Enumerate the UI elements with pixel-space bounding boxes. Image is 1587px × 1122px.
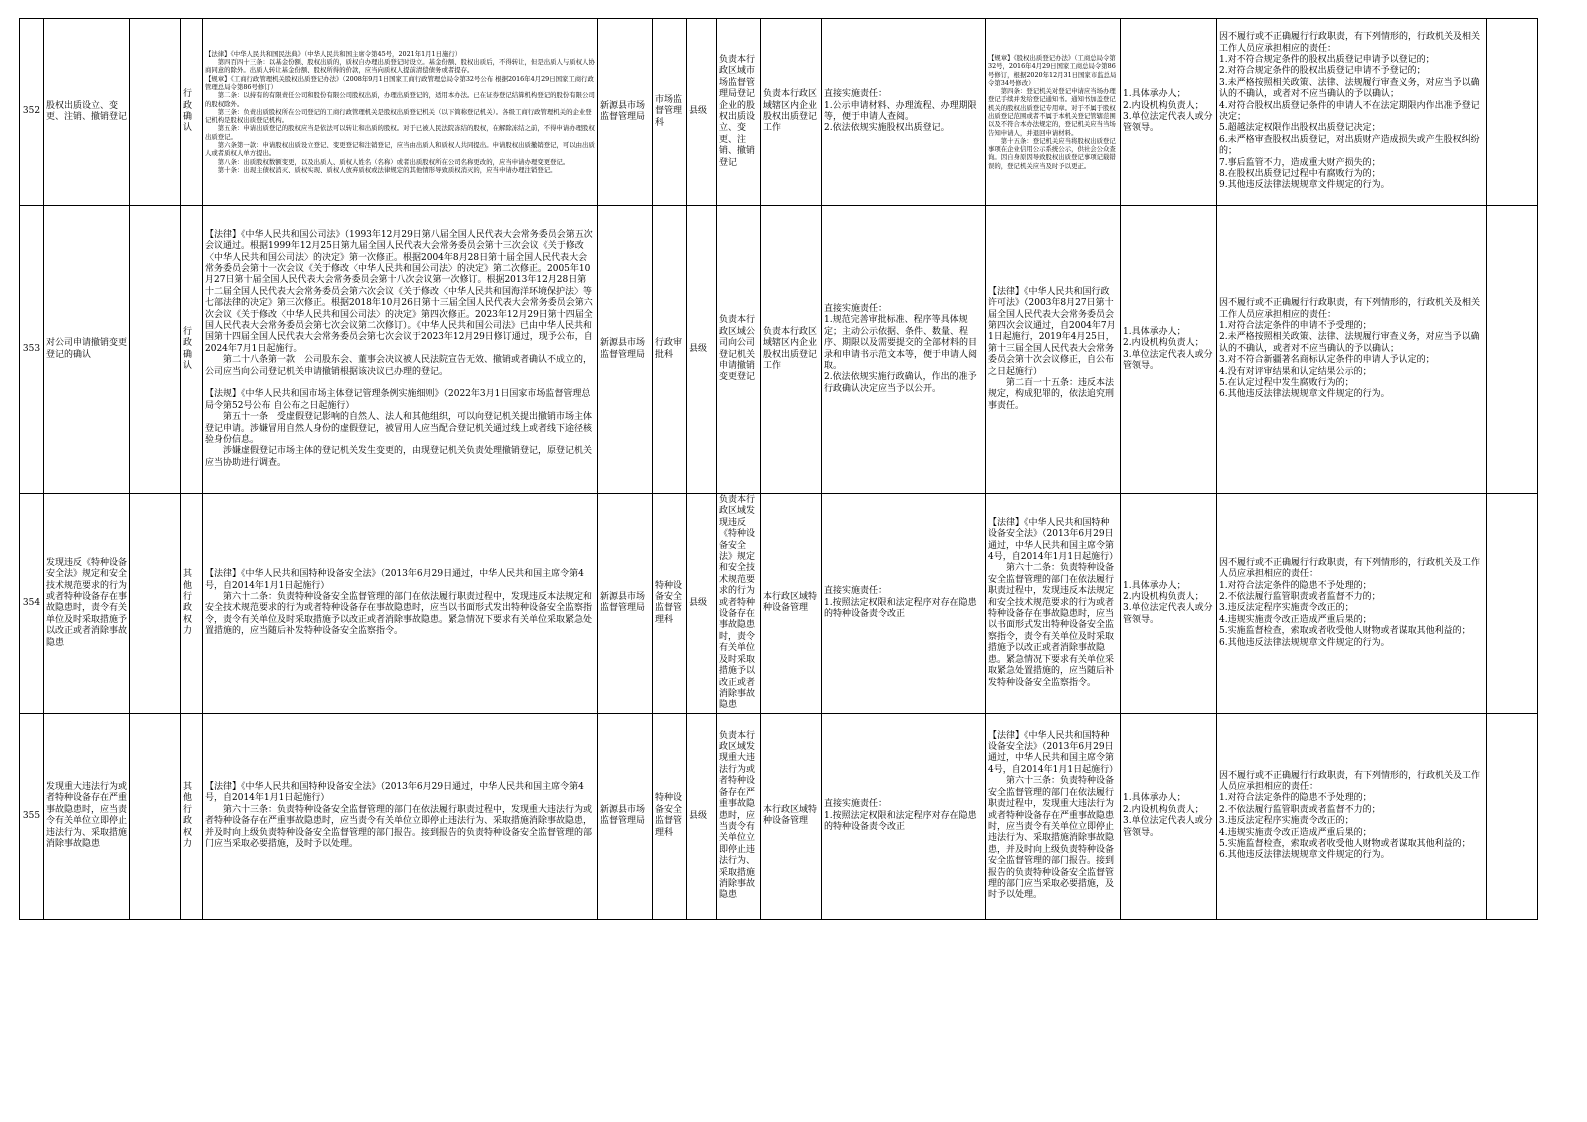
accountability-cell-line: 7.事后监管不力，造成重大财产损失的；: [1219, 157, 1381, 168]
accountability-cell-line: 5.在认定过程中发生腐败行为的；: [1219, 378, 1354, 389]
accountability-cell: [1217, 713, 1487, 919]
legal-basis-cell-line: 第六条第一款：申请股权出质设立登记、变更登记和注销登记，应当由出质人和质权人共同提出。申请股权出质撤销登记，可以由出质人或者质权人单方提出。: [205, 141, 595, 158]
legal-basis-cell-line: 【法规】《中华人民共和国市场主体登记管理条例实施细则》（2022年3月1日国家市场监督管理总局令第52号公布 自公布之日起施行）: [205, 389, 591, 411]
remark-cell: [1487, 206, 1538, 494]
item-name-cell: 对公司申请撤销变更登记的确认: [44, 206, 130, 494]
legal-basis-cell-line: [205, 378, 595, 389]
subject-cell: [1121, 494, 1217, 714]
accountability-cell-line: 1.对符合法定条件的申请不予受理的；: [1219, 320, 1372, 331]
scope-cell: 负责本行政区域发现违反《特种设备安全法》规定和安全技术规范要求的行为或者特种设备存在事故隐患时，责令有关单位及时采取措施予以改正或者消除事故隐患: [717, 494, 761, 714]
office-cell: 特种设备安全监督管理科: [653, 494, 687, 714]
legal-basis-cell-line: 第六十二条：负责特种设备安全监督管理的部门在依法履行职责过程中，发现违反本法规定和安全技术规范要求的行为或者特种设备存在事故隐患时，应当以书面形式发出特种设备安全监察指令，责令有关单位及时采取措施予以改正或者消除事故隐患。紧急情况下要求有关单位采取紧急处置措施的，应当随后补发特种设备安全监察指令。: [205, 591, 593, 637]
department-cell: 新源县市场监督管理局: [598, 494, 653, 714]
item-name-cell: 股权出质设立、变更、注销、撤销登记: [44, 19, 130, 206]
subject-cell-line: 2.内设机构负责人；: [1123, 804, 1204, 815]
legal-basis-cell-line: 第三条：负责出质股权所在公司登记的工商行政管理机关是股权出质登记机关（以下简称登记机关）。各级工商行政管理机关的企业登记机构是股权出质登记机构。: [205, 107, 592, 125]
power-type-cell: 行政确认: [181, 19, 203, 206]
office-cell: 市场监督管理科: [653, 19, 687, 206]
power-type-cell: 行政确认: [181, 206, 203, 494]
responsibility-cell-line: 1.按照法定权限和法定程序对存在隐患的特种设备责令改正: [824, 810, 977, 832]
accountability-cell-line: 2.不依法履行监管职责或者监督不力的；: [1219, 804, 1381, 815]
object-cell: 负责本行政区域辖区内企业股权出质登记工作: [761, 206, 822, 494]
accountability-cell-line: 3.违反法定程序实施责令改正的；: [1219, 816, 1354, 827]
table-row: [20, 206, 1538, 494]
legal-basis-cell: [203, 19, 598, 206]
legal-basis-cell-line: 第六十三条：负责特种设备安全监督管理的部门在依法履行职责过程中，发现重大违法行为或者特种设备存在严重事故隐患时，应当责令有关单位立即停止违法行为、采取措施消除事故隐患，并及时向上级负责特种设备安全监督管理的部门报告。接到报告的负责特种设备安全监督管理的部门应当采取必要措施，及时予以处理。: [205, 804, 593, 850]
legal-basis-cell-line: 第五条：申请出质登记的股权应当是依法可以转让和出质的股权。对于已被人民法院冻结的股权，在解除冻结之前，不得申请办理股权出质登记。: [205, 124, 595, 141]
seq-cell: 352: [20, 19, 44, 206]
responsibility-cell-line: 直接实施责任：: [824, 586, 888, 597]
accountability-cell-line: 因不履行或不正确履行行政职责，有下列情形的，行政机关及相关工作人员应承担相应的责任：: [1219, 32, 1481, 54]
accountability-cell-line: 9.其他违反法律法规规章文件规定的行为。: [1219, 180, 1390, 191]
table-row: [20, 494, 1538, 714]
subject-cell-line: 2.内设机构负责人；: [1123, 591, 1204, 602]
responsibility-cell-line: 1.按照法定权限和法定程序对存在隐患的特种设备责令改正: [824, 597, 977, 620]
accountability-cell: [1217, 19, 1487, 206]
seq-cell: 353: [20, 206, 44, 494]
table-row: [20, 19, 1538, 206]
accountability-cell-line: 5.实施监督检查，索取或者收受他人财物或者谋取其他利益的；: [1219, 839, 1471, 850]
duty-basis-cell: [986, 19, 1121, 206]
subject-cell-line: 3.单位法定代表人或分管领导。: [1123, 603, 1213, 625]
legal-basis-cell: [203, 206, 598, 494]
duty-basis-cell-line: 第六十二条：负责特种设备安全监督管理的部门在依法履行职责过程中，发现违反本法规定和安全技术规范要求的行为或者特种设备存在事故隐患时，应当以书面形式发出特种设备安全监察指令，责令有关单位及时采取措施予以改正或者消除事故隐患。紧急情况下要求有关单位采取紧急处置措施的，应当随后补发特种设备安全监察指令。: [988, 563, 1115, 688]
accountability-cell-line: 4.对符合股权出质登记条件的申请人不在法定期限内作出准予登记决定；: [1219, 100, 1480, 122]
table-row: [20, 713, 1538, 919]
power-type-cell: 其他行政权力: [181, 494, 203, 714]
item-name-cell: 发现违反《特种设备安全法》规定和安全技术规范要求的行为或者特种设备存在事故隐患时，责令有关单位及时采取措施予以改正或者消除事故隐患: [44, 494, 130, 714]
accountability-cell-line: 3.违反法定程序实施责令改正的；: [1219, 603, 1354, 614]
power-list-table: [19, 18, 1538, 920]
duty-basis-cell-line: 【法律】《中华人民共和国特种设备安全法》（2013年6月29日通过，中华人民共和国主席令第4号，自2014年1月1日起施行）: [988, 517, 1119, 563]
responsibility-cell-line: 1.公示申请材料、办理流程、办理期限等，便于申请人查阅。: [824, 100, 977, 122]
department-cell: 新源县市场监督管理局: [598, 713, 653, 919]
sub-item-cell: [130, 494, 181, 714]
responsibility-cell-line: 直接实施责任：: [824, 89, 888, 100]
legal-basis-cell-line: 【法律】《中华人民共和国公司法》（1993年12月29日第八届全国人民代表大会常务委员会第五次会议通过。根据1999年12月25日第九届全国人民代表大会常务委员会第十三次会议《关于修改〈中华人民共和国公司法〉的决定》第一次修正。根据2004年8月28日第十届全国人民代表大会常务委员会第十一次会议《关于修改〈中华人民共和国公司法〉的决定》第二次修正。2005年10月27日第十届全国人民代表大会常务委员会第十八次会议第一次修订。根据2013年12月28日第十二届全国人民代表大会常务委员会第六次会议《关于修改〈中华人民共和国海洋环境保护法〉等七部法律的决定》第三次修正。根据2018年10月26日第十三届全国人民代表大会常务委员会第六次会议《关于修改〈中华人民共和国公司法〉的决定》第四次修正。2023年12月29日第十四届全国人民代表大会常务委员会第七次会议第二次修订）。《中华人民共和国公司法》已由中华人民共和国第十四届全国人民代表大会常务委员会第七次会议于2023年12月29日修订通过，现予公布，自2024年7月1日起施行。: [205, 229, 593, 354]
accountability-cell-line: 因不履行或不正确履行行政职责，有下列情形的，行政机关及工作人员应承担相应的责任：: [1219, 557, 1481, 580]
subject-cell-line: 1.具体承办人；: [1123, 580, 1186, 591]
subject-cell: [1121, 19, 1217, 206]
accountability-cell-line: 6.其他违反法律法规规章文件规定的行为。: [1219, 850, 1390, 861]
subject-cell-line: 1.具体承办人；: [1123, 89, 1186, 100]
subject-cell: [1121, 713, 1217, 919]
accountability-cell-line: 6.其他违反法律法规规章文件规定的行为。: [1219, 389, 1390, 400]
accountability-cell-line: 3.对不符合新疆著名商标认定条件的申请人予认定的；: [1219, 355, 1435, 366]
accountability-cell-line: 1.对不符合规定条件的股权出质登记申请予以登记的；: [1219, 54, 1435, 65]
legal-basis-cell-line: 【规章】《工商行政管理机关股权出质登记办法》（2008年9月1日国家工商行政管理总局令第32号公布 根据2016年4月29日国家工商行政管理总局令第86号修订）: [205, 74, 594, 91]
accountability-cell-line: 3.未严格按照相关政策、法律、法规履行审查义务，对应当予以确认的不确认，或者对不应当确认的予以确认；: [1219, 77, 1480, 100]
seq-cell: 354: [20, 494, 44, 714]
responsibility-cell-line: 直接实施责任：: [824, 799, 888, 810]
accountability-cell-line: 5.实施监督检查，索取或者收受他人财物或者谋取其他利益的；: [1219, 626, 1471, 637]
subject-cell-line: 1.具体承办人；: [1123, 793, 1186, 804]
legal-basis-cell-line: 【法律】《中华人民共和国特种设备安全法》（2013年6月29日通过，中华人民共和国主席令第4号，自2014年1月1日起施行）: [205, 569, 584, 591]
subject-cell-line: 2.内设机构负责人；: [1123, 100, 1204, 111]
accountability-cell: [1217, 206, 1487, 494]
duty-basis-cell-line: 【法律】《中华人民共和国行政许可法》（2003年8月27日第十届全国人民代表大会常务委员会第四次会议通过，自2004年7月1日起施行，2019年4月25日，第十三届全国人民代表大会常务委员会第十次会议修正，自公布之日起施行）: [988, 286, 1116, 377]
duty-basis-cell-line: 第十五条：登记机关应当将股权出质登记事项在企业信用公示系统公示，供社会公众查询。因自身原因导致股权出质登记事项记载错误的，登记机关应当及时予以更正。: [988, 136, 1116, 170]
office-cell: 行政审批科: [653, 206, 687, 494]
accountability-cell-line: 4.违规实施责令改正造成严重后果的；: [1219, 827, 1372, 838]
responsibility-cell: [822, 494, 986, 714]
responsibility-cell: [822, 19, 986, 206]
subject-cell-line: 2.内设机构负责人；: [1123, 338, 1204, 349]
legal-basis-cell-line: 第八条：出质股权数额变更，以及出质人、质权人姓名（名称）或者出质股权所在公司名称更改的，应当申请办理变更登记。: [217, 157, 570, 166]
accountability-cell-line: 6.其他违反法律法规规章文件规定的行为。: [1219, 637, 1390, 648]
scope-cell: 负责本行政区域发现重大违法行为或者特种设备存在严重事故隐患时，应当责令有关单位立即停止违法行为、采取措施消除事故隐患: [717, 713, 761, 919]
duty-basis-cell-line: 【规章】《股权出质登记办法》（工商总局令第32号，2016年4月29日国家工商总局令第86号修订，根据2020年12月31日国家市监总局令第34号修改）: [988, 53, 1117, 87]
legal-basis-cell-line: 【法律】《中华人民共和国特种设备安全法》（2013年6月29日通过，中华人民共和国主席令第4号，自2014年1月1日起施行）: [205, 782, 584, 804]
accountability-cell-line: 1.对符合法定条件的隐患不予处理的；: [1219, 793, 1372, 804]
level-cell: 县级: [687, 494, 717, 714]
subject-cell: [1121, 206, 1217, 494]
accountability-cell-line: 因不履行或不正确履行行政职责，有下列情形的，行政机关及工作人员应承担相应的责任：: [1219, 770, 1481, 792]
subject-cell-line: 1.具体承办人；: [1123, 326, 1186, 337]
sub-item-cell: [130, 206, 181, 494]
legal-basis-cell-line: 【法律】《中华人民共和国民法典》（中华人民共和国主席令第45号，2021年1月1日施行）: [205, 49, 462, 58]
accountability-cell-line: 4.没有对评审结果和认定结果公示的；: [1219, 366, 1372, 377]
item-name-cell: 发现重大违法行为或者特种设备存在严重事故隐患时，应当责令有关单位立即停止违法行为、采取措施消除事故隐患: [44, 713, 130, 919]
subject-cell-line: 3.单位法定代表人或分管领导。: [1123, 112, 1213, 134]
legal-basis-cell-line: 第二条：以持有的有限责任公司和股份有限公司股权出质，办理出质登记的，适用本办法。已在证券登记结算机构登记的股份有限公司的股权除外。: [205, 91, 595, 108]
legal-basis-cell-line: 涉嫌虚假登记市场主体的登记机关发生变更的，由现登记机关负责处理撤销登记，原登记机关应当协助进行调查。: [205, 446, 593, 468]
responsibility-cell-line: 2.依法依规实施股权出质登记。: [824, 123, 950, 134]
responsibility-cell: [822, 713, 986, 919]
scope-cell: 负责本行政区域公司向公司登记机关申请撤销变更登记: [717, 206, 761, 494]
legal-basis-cell: [203, 713, 598, 919]
accountability-cell-line: 2.对符合规定条件的股权出质登记申请不予登记的；: [1219, 66, 1426, 77]
responsibility-cell-line: 2.依法依规实施行政确认，作出的准予行政确认决定应当予以公开。: [824, 372, 977, 394]
subject-cell-line: 3.单位法定代表人或分管领导。: [1123, 349, 1213, 371]
duty-basis-cell-line: 第二百一十五条：违反本法规定，构成犯罪的，依法追究刑事责任。: [988, 378, 1115, 411]
power-type-cell: 其他行政权力: [181, 713, 203, 919]
seq-cell: 355: [20, 713, 44, 919]
department-cell: 新源县市场监督管理局: [598, 19, 653, 206]
accountability-cell-line: 5.超越法定权限作出股权出质登记决定；: [1219, 123, 1381, 134]
duty-basis-cell-line: 【法律】《中华人民共和国特种设备安全法》（2013年6月29日通过，中华人民共和国主席令第4号，自2014年1月1日起施行）: [988, 730, 1119, 775]
legal-basis-cell-line: 第二十八条第一款 公司股东会、董事会决议被人民法院宣告无效、撤销或者确认不成立的，公司应当向公司登记机关申请撤销根据该决议已办理的登记。: [205, 355, 593, 377]
accountability-cell: [1217, 494, 1487, 714]
accountability-cell-line: 2.未严格按照相关政策、法律、法规履行审查义务，对应当予以确认的不确认，或者对不应当确认的予以确认；: [1219, 332, 1480, 354]
sub-item-cell: [130, 19, 181, 206]
legal-basis-cell-line: 第四百四十三条：以基金份额、股权出质的，质权自办理出质登记时设立。基金份额、股权出质后，不得转让，但是出质人与质权人协商同意的除外。出质人转让基金份额、股权所得的价款，应当向质权人提前清偿债务或者提存。: [205, 58, 595, 75]
level-cell: 县级: [687, 713, 717, 919]
object-cell: 本行政区域特种设备管理: [761, 713, 822, 919]
duty-basis-cell: [986, 206, 1121, 494]
legal-basis-cell: [203, 494, 598, 714]
object-cell: 本行政区域特种设备管理: [761, 494, 822, 714]
accountability-cell-line: 1.对符合法定条件的隐患不予处理的；: [1219, 580, 1372, 591]
level-cell: 县级: [687, 206, 717, 494]
scope-cell: 负责本行政区域市场监督管理局登记企业的股权出质设立、变更、注销、撤销登记: [717, 19, 761, 206]
object-cell: 负责本行政区域辖区内企业股权出质登记工作: [761, 19, 822, 206]
remark-cell: [1487, 713, 1538, 919]
accountability-cell-line: 6.未严格审查股权出质登记，对出质财产造成损失或产生股权纠纷的；: [1219, 134, 1480, 157]
level-cell: 县级: [687, 19, 717, 206]
sub-item-cell: [130, 713, 181, 919]
remark-cell: [1487, 19, 1538, 206]
duty-basis-cell: [986, 494, 1121, 714]
legal-basis-cell-line: 第十条：出现主债权消灭、质权实现、质权人放弃质权或法律规定的其他情形导致质权消灭的，应当申请办理注销登记。: [217, 165, 557, 174]
accountability-cell-line: 2.不依法履行监管职责或者监督不力的；: [1219, 591, 1381, 602]
office-cell: 特种设备安全监督管理科: [653, 713, 687, 919]
remark-cell: [1487, 494, 1538, 714]
duty-basis-cell-line: 第四条：登记机关对登记申请应当场办理登记手续并发给登记通知书。通知书加盖登记机关的股权出质登记专用章。对于不属于股权出质登记范围或者不属于本机关登记管辖范围以及不符合本办法规定的，登记机关应当当场告知申请人，并退回申请材料。: [988, 87, 1116, 137]
responsibility-cell-line: 直接实施责任：: [824, 303, 888, 314]
duty-basis-cell: [986, 713, 1121, 919]
responsibility-cell: [822, 206, 986, 494]
accountability-cell-line: 8.在股权出质登记过程中有腐败行为的；: [1219, 169, 1381, 180]
accountability-cell-line: 4.违规实施责令改正造成严重后果的；: [1219, 614, 1372, 625]
legal-basis-cell-line: 第五十一条 受虚假登记影响的自然人、法人和其他组织，可以向登记机关提出撤销市场主体登记申请。涉嫌冒用自然人身份的虚假登记，被冒用人应当配合登记机关通过线上或者线下途径核验身份信息。: [205, 412, 593, 446]
duty-basis-cell-line: 第六十三条：负责特种设备安全监督管理的部门在依法履行职责过程中，发现重大违法行为或者特种设备存在严重事故隐患时，应当责令有关单位立即停止违法行为、采取措施消除事故隐患，并及时向上级负责特种设备安全监督管理的部门报告。接到报告的负责特种设备安全监督管理的部门应当采取必要措施，及时予以处理。: [988, 776, 1115, 901]
subject-cell-line: 3.单位法定代表人或分管领导。: [1123, 816, 1213, 838]
department-cell: 新源县市场监督管理局: [598, 206, 653, 494]
responsibility-cell-line: 1.规范完善审批标准、程序等具体规定；主动公示依据、条件、数量、程序、期限以及需要提交的全部材料的目录和申请书示范文本等，便于申请人阅取。: [824, 315, 978, 371]
accountability-cell-line: 因不履行或不正确履行行政职责，有下列情形的，行政机关及相关工作人员应承担相应的责任：: [1219, 298, 1481, 320]
